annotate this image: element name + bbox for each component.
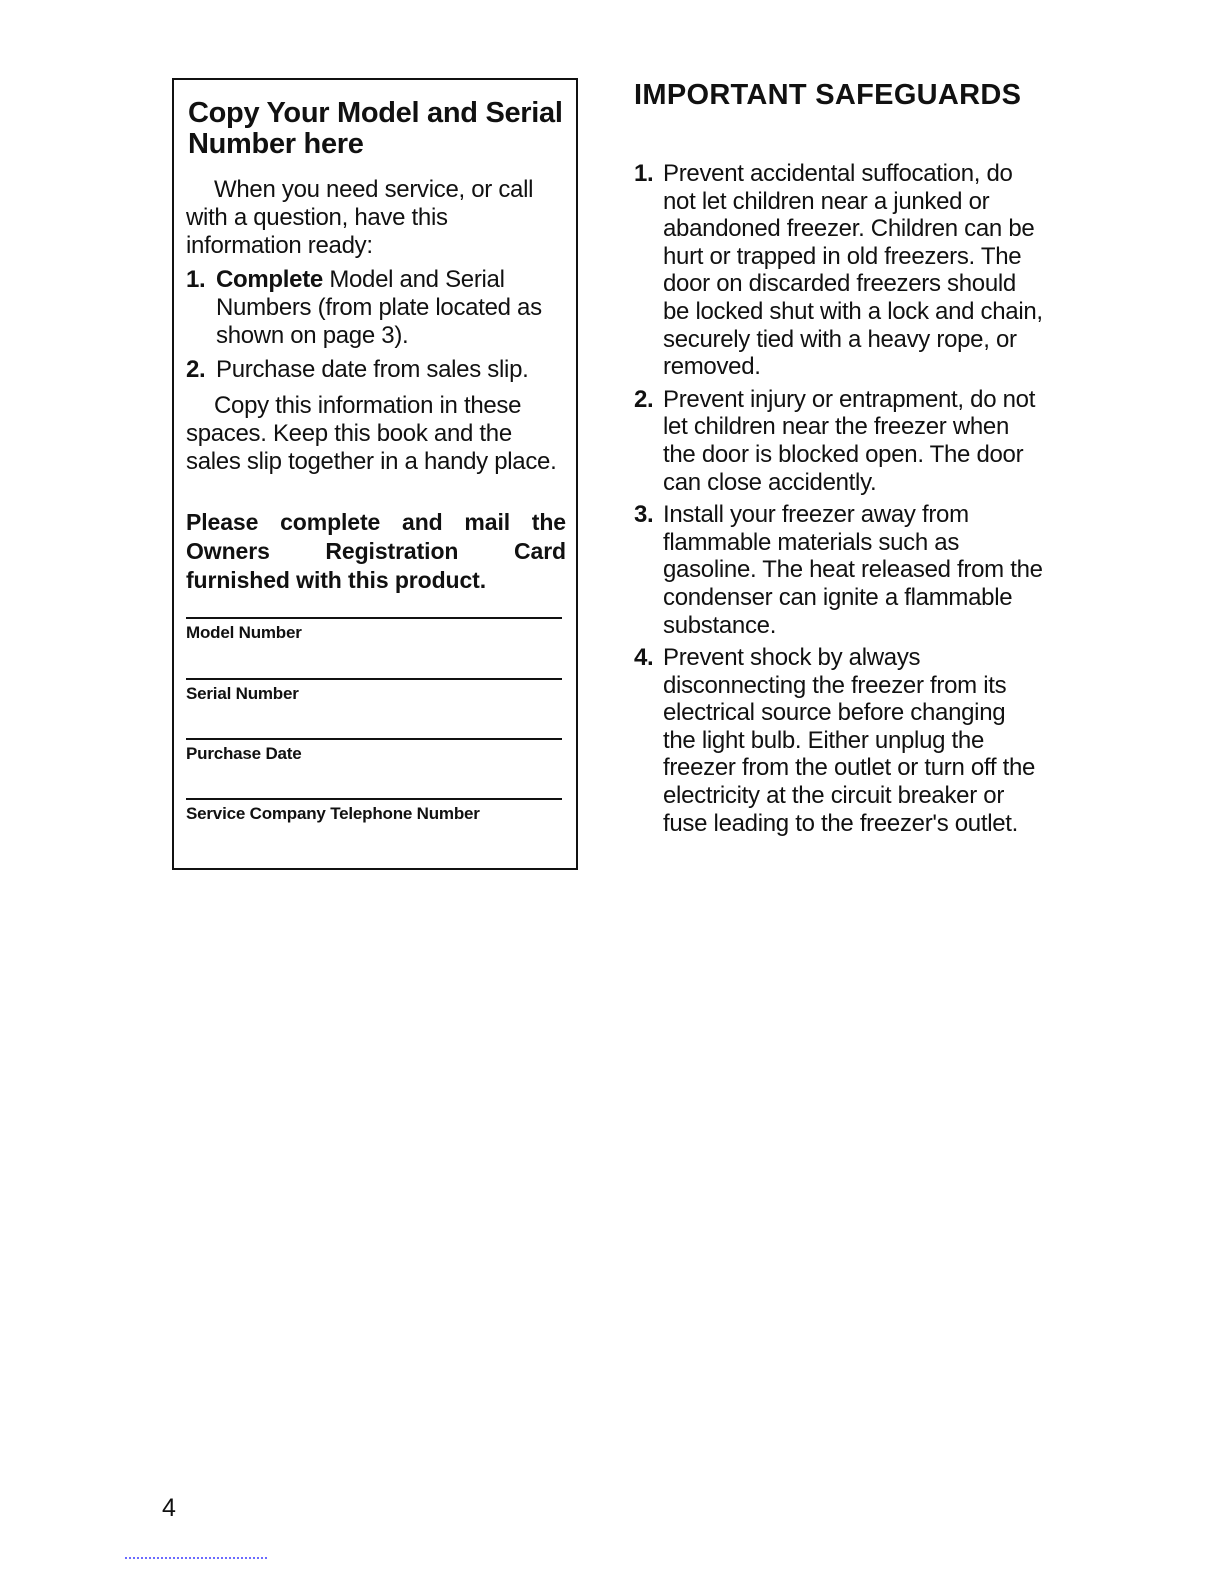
list-item-number: 1. bbox=[186, 266, 206, 293]
model-box-copy-note: Copy this information in these spaces. Keep this book and the sales slip together in a handy place. bbox=[186, 392, 557, 475]
safeguard-text: Prevent accidental suffocation, do not let children near a junked or abandoned freezer. Children can be hurt or trapped in old freezers. The door on discarded freezers should be locked shut with a lock and chain, securely tied with a heavy rope, or removed. bbox=[663, 160, 1043, 381]
safeguard-item bbox=[634, 160, 1044, 381]
model-box-body bbox=[186, 176, 566, 476]
list-item-text: Purchase date from sales slip. bbox=[216, 356, 529, 383]
list-item bbox=[186, 266, 566, 350]
safeguard-text: Install your freezer away from flammable materials such as gasoline. The heat released from the condenser can ignite a flammable substance. bbox=[663, 501, 1043, 639]
safeguards-title-text: IMPORTANT SAFEGUARDS bbox=[634, 79, 1022, 111]
safeguard-number: 2. bbox=[634, 385, 654, 413]
model-box-intro: When you need service, or call with a question, have this information ready: bbox=[186, 176, 534, 259]
page-number: 4 bbox=[162, 1494, 176, 1522]
safeguards-title bbox=[634, 80, 1021, 111]
list-item bbox=[186, 356, 566, 384]
safeguard-text: Prevent injury or entrapment, do not let children near the freezer when the door is blocked open. The door can close accidently. bbox=[663, 385, 1036, 496]
model-number-field bbox=[186, 617, 562, 643]
list-item-bold: Complete bbox=[216, 266, 323, 293]
safeguard-item bbox=[634, 501, 1044, 639]
safeguard-text: Prevent shock by always disconnecting the freezer from its electrical source before changing the light bulb. Either unplug the freezer from the outlet or turn off the electricity at the circuit breaker or fuse leading to the freezer's outlet. bbox=[663, 644, 1036, 837]
service-phone-field bbox=[186, 798, 562, 824]
serial-number-label: Serial Number bbox=[186, 684, 299, 703]
safeguard-item bbox=[634, 644, 1044, 837]
safeguard-item bbox=[634, 386, 1044, 496]
safeguard-number: 3. bbox=[634, 501, 654, 529]
model-number-label: Model Number bbox=[186, 623, 302, 642]
safeguards-list bbox=[634, 160, 1044, 842]
safeguard-number: 1. bbox=[634, 160, 654, 187]
serial-number-field bbox=[186, 678, 562, 704]
service-phone-label: Service Company Telephone Number bbox=[186, 804, 480, 823]
list-item-number: 2. bbox=[186, 356, 206, 383]
footer-divider bbox=[125, 1557, 267, 1559]
purchase-date-field bbox=[186, 738, 562, 764]
purchase-date-label: Purchase Date bbox=[186, 744, 302, 763]
model-box-title: Copy Your Model and Serial Number here bbox=[188, 97, 563, 160]
registration-note: Please complete and mail the Owners Registration Card furnished with this product. bbox=[186, 509, 566, 593]
safeguard-number: 4. bbox=[634, 644, 654, 672]
list-item-text: Model and Serial Numbers (from plate located as shown on page 3). bbox=[216, 266, 542, 349]
model-box-list bbox=[186, 266, 566, 384]
